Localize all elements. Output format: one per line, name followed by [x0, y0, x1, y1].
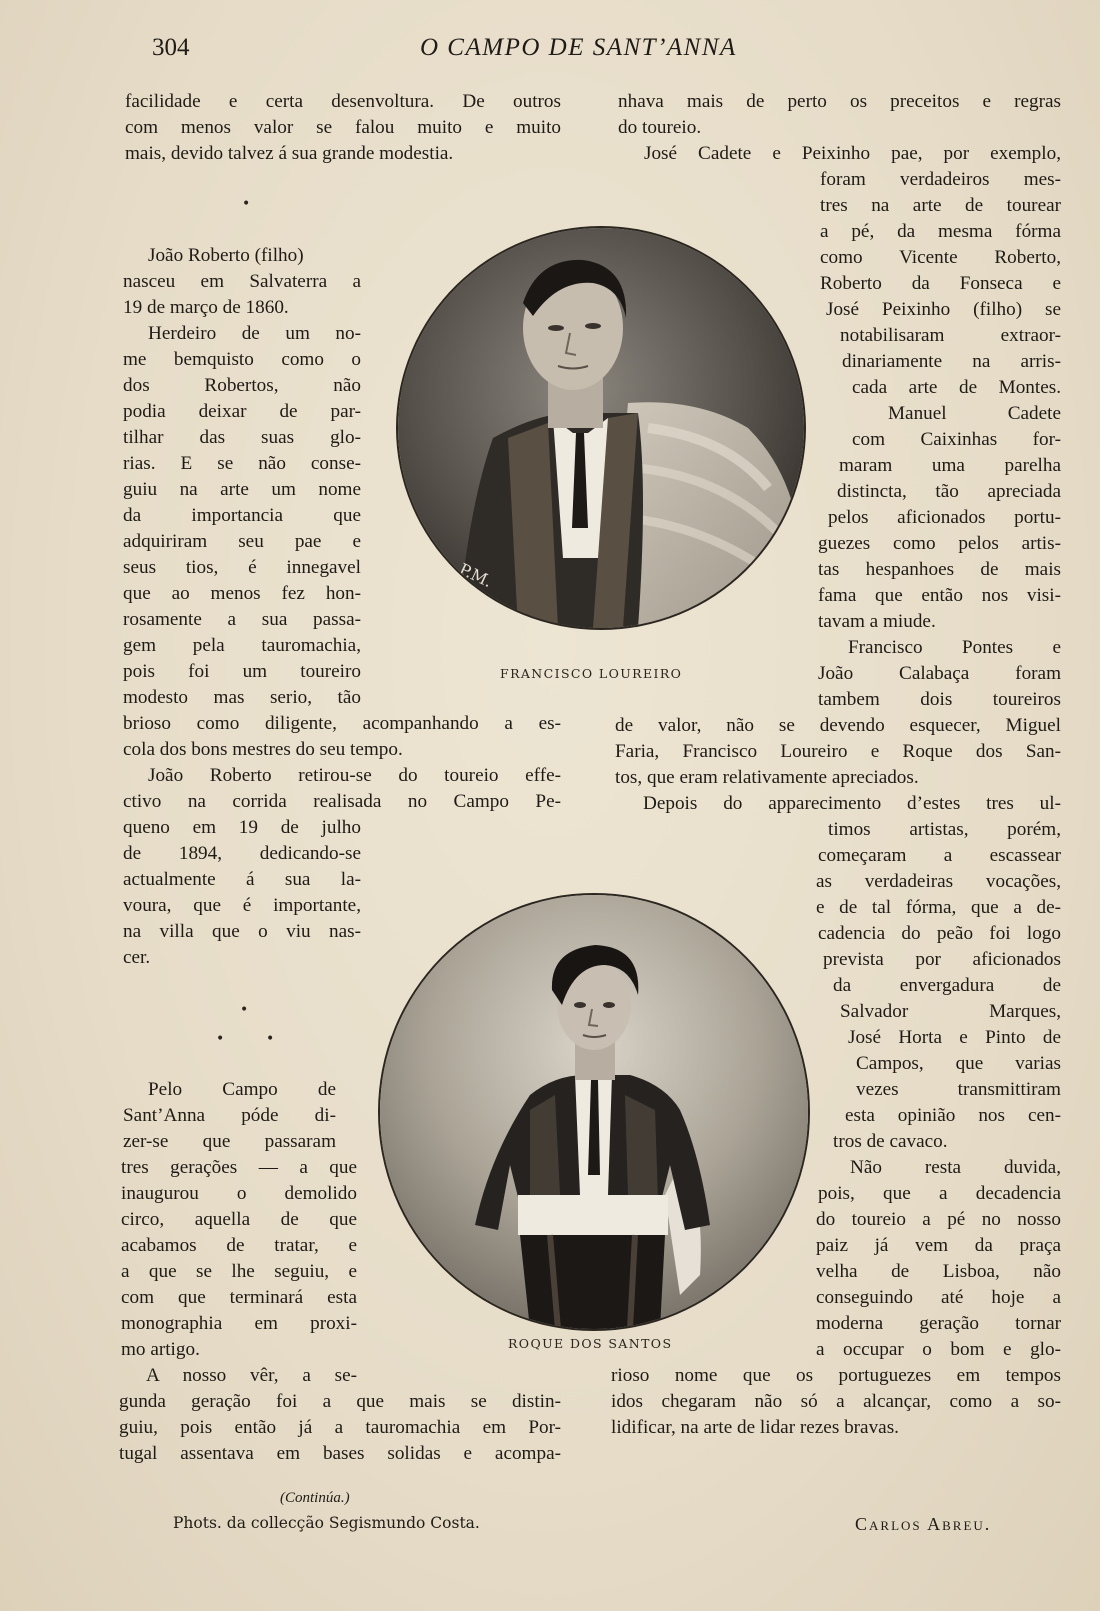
text-line: guezes como pelos artis-: [818, 533, 1061, 554]
text-line: zer-se que passaram: [123, 1131, 336, 1152]
caption-francisco-loureiro: FRANCISCO LOUREIRO: [500, 666, 683, 681]
text-line: com que terminará esta: [121, 1287, 357, 1308]
text-line: nasceu em Salvaterra a: [123, 271, 361, 292]
text-line: guiu, pois então já a tauromachia em Por-: [119, 1417, 561, 1438]
text-line: gem pela tauromachia,: [123, 635, 361, 656]
text-line: voura, que é importante,: [123, 895, 361, 916]
text-line: inaugurou o demolido: [121, 1183, 357, 1204]
text-line: me bemquisto como o: [123, 349, 361, 370]
text-line: na villa que o viu nas-: [123, 921, 361, 942]
text-line: monographia em proxi-: [121, 1313, 357, 1334]
text-line: Francisco Pontes e: [848, 637, 1061, 658]
text-line: conseguindo até hoje a: [816, 1287, 1061, 1308]
text-line: com menos valor se falou muito e muito: [125, 117, 561, 138]
text-line: José Peixinho (filho) se: [826, 299, 1061, 320]
text-line: queno em 19 de julho: [123, 817, 361, 838]
text-line: tas hespanhoes de mais: [818, 559, 1061, 580]
text-line: pois foi um toureiro: [123, 661, 361, 682]
portrait-illustration: [380, 895, 808, 1329]
text-line: do toureio a pé no nosso: [816, 1209, 1061, 1230]
text-line: Não resta duvida,: [850, 1157, 1061, 1178]
text-line: da envergadura de: [833, 975, 1061, 996]
text-line: esta opinião nos cen-: [845, 1105, 1061, 1126]
text-line: tros de cavaco.: [833, 1131, 948, 1152]
portrait-roque-dos-santos: [378, 893, 810, 1331]
text-line: José Horta e Pinto de: [848, 1027, 1061, 1048]
text-line: cer.: [123, 947, 151, 968]
text-line: de valor, não se devendo esquecer, Miguel: [615, 715, 1061, 736]
text-line: mais, devido talvez á sua grande modestia.: [125, 143, 454, 164]
text-line: a que se lhe seguiu, e: [121, 1261, 357, 1282]
text-line: timos artistas, porém,: [828, 819, 1061, 840]
text-line: Roberto da Fonseca e: [820, 273, 1061, 294]
text-line: 19 de março de 1860.: [123, 297, 289, 318]
section-ornament: •: [242, 196, 251, 212]
text-line: velha de Lisboa, não: [816, 1261, 1061, 1282]
text-line: podia deixar de par-: [123, 401, 361, 422]
text-line: Herdeiro de um no-: [148, 323, 361, 344]
text-line: do toureio.: [618, 117, 702, 138]
running-title: O CAMPO DE SANT’ANNA: [420, 34, 737, 61]
text-line: cadencia do peão foi logo: [818, 923, 1061, 944]
text-line: Salvador Marques,: [840, 1001, 1061, 1022]
caption-roque-dos-santos: ROQUE DOS SANTOS: [508, 1336, 673, 1351]
text-line: com Caixinhas for-: [852, 429, 1061, 450]
text-line: José Cadete e Peixinho pae, por exemplo,: [644, 143, 1061, 164]
text-line: acabamos de tratar, e: [121, 1235, 357, 1256]
text-line: como Vicente Roberto,: [820, 247, 1061, 268]
text-line: fama que então nos visi-: [818, 585, 1061, 606]
text-line: cada arte de Montes.: [852, 377, 1061, 398]
section-ornament: •: [240, 1002, 249, 1018]
section-ornament: •: [266, 1031, 275, 1047]
text-line: João Roberto retirou-se do toureio effe-: [148, 765, 561, 786]
text-line: Depois do apparecimento d’estes tres ul-: [643, 793, 1061, 814]
text-line: tavam a miude.: [818, 611, 936, 632]
text-line: dos Robertos, não: [123, 375, 361, 396]
text-line: João Calabaça foram: [818, 663, 1061, 684]
text-line: modesto mas serio, tão: [123, 687, 361, 708]
text-line: Sant’Anna póde di-: [123, 1105, 336, 1126]
text-line: e de tal fórma, que a de-: [816, 897, 1061, 918]
text-line: que ao menos fez hon-: [123, 583, 361, 604]
text-line: tres gerações — a que: [121, 1157, 357, 1178]
text-line: pois, que a decadencia: [818, 1183, 1061, 1204]
text-line: nhava mais de perto os preceitos e regras: [618, 91, 1061, 112]
text-line: tos, que eram relativamente apreciados.: [615, 767, 919, 788]
text-line: Pelo Campo de: [148, 1079, 336, 1100]
text-line: actualmente á sua la-: [123, 869, 361, 890]
text-line: paiz já vem da praça: [816, 1235, 1061, 1256]
text-line: Manuel Cadete: [888, 403, 1061, 424]
text-line: da importancia que: [123, 505, 361, 526]
text-line: seus tios, é innegavel: [123, 557, 361, 578]
text-line: rias. E se não conse-: [123, 453, 361, 474]
text-line: facilidade e certa desenvoltura. De outros: [125, 91, 561, 112]
text-line: cola dos bons mestres do seu tempo.: [123, 739, 403, 760]
text-line: idos chegaram não só a alcançar, como a so-: [611, 1391, 1061, 1412]
text-line: moderna geração tornar: [816, 1313, 1061, 1334]
portrait-illustration: [398, 228, 804, 628]
section-ornament: •: [216, 1031, 225, 1047]
text-line: as verdadeiras vocações,: [816, 871, 1061, 892]
text-line: a pé, da mesma fórma: [820, 221, 1061, 242]
text-line: Faria, Francisco Loureiro e Roque dos San-: [615, 741, 1061, 762]
text-line: dinariamente na arris-: [842, 351, 1061, 372]
portrait-francisco-loureiro: [396, 226, 806, 630]
text-line: a occupar o bom e glo-: [816, 1339, 1061, 1360]
text-line: mo artigo.: [121, 1339, 200, 1360]
text-line: Campos, que varias: [856, 1053, 1061, 1074]
photo-monogram: P.M.: [456, 559, 496, 592]
text-line: maram uma parelha: [839, 455, 1061, 476]
text-line: tilhar das suas glo-: [123, 427, 361, 448]
text-line: vezes transmittiram: [856, 1079, 1061, 1100]
text-line: A nosso vêr, a se-: [146, 1365, 357, 1386]
text-line: rosamente a sua passa-: [123, 609, 361, 630]
text-line: brioso como diligente, acompanhando a es-: [123, 713, 561, 734]
text-line: prevista por aficionados: [823, 949, 1061, 970]
photo-credits: Phots. da collecção Segismundo Costa.: [173, 1514, 480, 1532]
text-line: tugal assentava em bases solidas e acompa-: [119, 1443, 561, 1464]
text-line: lidificar, na arte de lidar rezes bravas.: [611, 1417, 899, 1438]
text-line: de 1894, dedicando-se: [123, 843, 361, 864]
text-line: guiu na arte um nome: [123, 479, 361, 500]
text-line: ctivo na corrida realisada no Campo Pe-: [123, 791, 561, 812]
text-line: João Roberto (filho): [148, 245, 304, 266]
page-number: 304: [152, 34, 190, 61]
text-line: tambem dois toureiros: [818, 689, 1061, 710]
text-line: tres na arte de tourear: [820, 195, 1061, 216]
continua-note: (Continúa.): [280, 1490, 350, 1506]
text-line: gunda geração foi a que mais se distin-: [119, 1391, 561, 1412]
text-line: pelos aficionados portu-: [828, 507, 1061, 528]
text-line: rioso nome que os portuguezes em tempos: [611, 1365, 1061, 1386]
text-line: foram verdadeiros mes-: [820, 169, 1061, 190]
text-line: distincta, tão apreciada: [837, 481, 1061, 502]
text-line: notabilisaram extraor-: [840, 325, 1061, 346]
text-line: circo, aquella de que: [121, 1209, 357, 1230]
text-line: começaram a escassear: [818, 845, 1061, 866]
text-line: adquiriram seu pae e: [123, 531, 361, 552]
author-signature: Carlos Abreu.: [855, 1514, 992, 1534]
